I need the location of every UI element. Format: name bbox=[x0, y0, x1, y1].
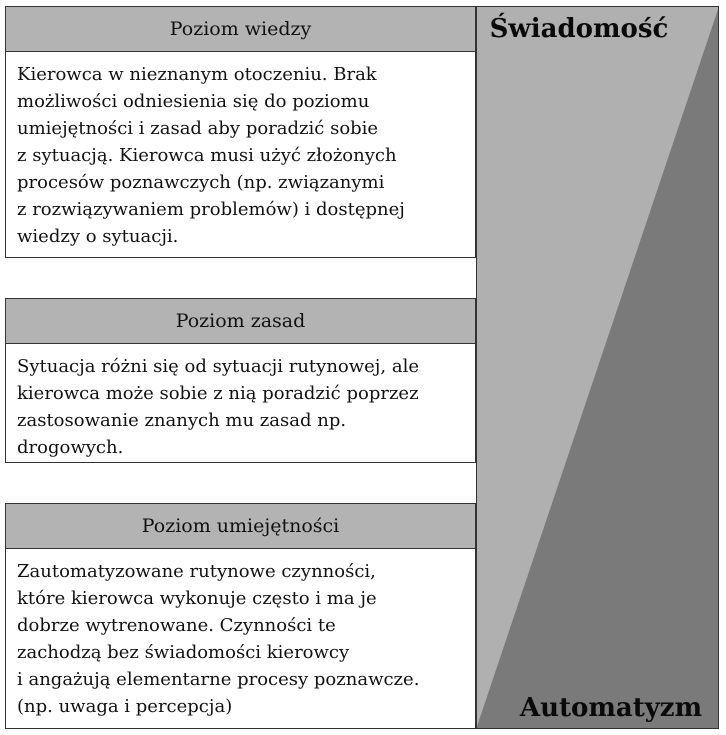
description-line: wiedzy o sytuacji. bbox=[17, 226, 179, 247]
skills-level-description bbox=[6, 549, 475, 728]
description-line: zachodzą bez świadomości kierowcy bbox=[17, 642, 350, 663]
description-line: drogowych. bbox=[17, 437, 124, 458]
gradient-triangles bbox=[476, 6, 719, 729]
description-line: zastosowanie znanych mu zasad np. bbox=[17, 410, 347, 431]
knowledge-level-description bbox=[6, 52, 475, 258]
rules-level-title: Poziom zasad bbox=[6, 299, 475, 344]
awareness-automatism-gradient bbox=[476, 6, 719, 729]
description-line: procesów poznawczych (np. związanymi bbox=[17, 172, 385, 193]
knowledge-level-box bbox=[5, 6, 476, 258]
skills-level-title: Poziom umiejętności bbox=[6, 504, 475, 549]
knowledge-level-title: Poziom wiedzy bbox=[6, 7, 475, 52]
description-line: możliwości odniesienia się do poziomu bbox=[17, 91, 370, 112]
awareness-label: Świadomość bbox=[489, 14, 669, 44]
description-line: Sytuacja różni się od sytuacji rutynowej, ale bbox=[17, 356, 419, 377]
description-line: umiejętności i zasad aby poradzić sobie bbox=[17, 118, 379, 139]
description-line: Kierowca w nieznanym otoczeniu. Brak bbox=[17, 64, 377, 85]
description-line: Zautomatyzowane rutynowe czynności, bbox=[17, 561, 376, 582]
rules-level-box bbox=[5, 298, 476, 463]
skills-level-box bbox=[5, 503, 476, 729]
description-line: z sytuacją. Kierowca musi użyć złożonych bbox=[17, 145, 397, 166]
rules-level-description bbox=[6, 344, 475, 469]
description-line: które kierowca wykonuje często i ma je bbox=[17, 588, 377, 609]
description-line: z rozwiązywaniem problemów) i dostępnej bbox=[17, 199, 405, 220]
description-line: (np. uwaga i percepcja) bbox=[17, 696, 233, 717]
description-line: dobrze wytrenowane. Czynności te bbox=[17, 615, 336, 636]
automatism-label: Automatyzm bbox=[519, 693, 703, 723]
description-line: kierowca może sobie z nią poradzić poprzez bbox=[17, 383, 419, 404]
description-line: i angażują elementarne procesy poznawcze. bbox=[17, 669, 420, 690]
